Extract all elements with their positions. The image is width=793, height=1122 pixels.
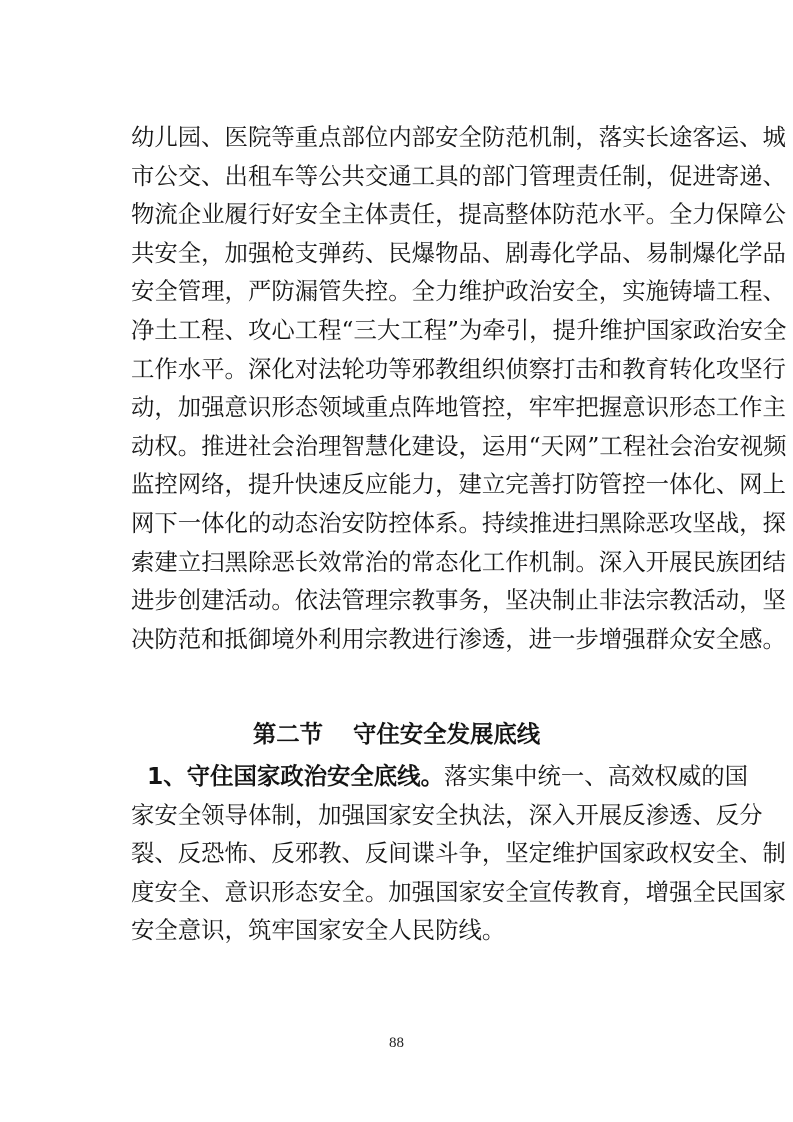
text-line: 监控网络，提升快速反应能力，建立完善打防管控一体化、网上	[131, 470, 786, 499]
text-line: 工作水平。深化对法轮功等邪教组织侦察打击和教育转化攻坚行	[131, 354, 786, 383]
text-line	[131, 757, 749, 796]
section-number: 第二节	[252, 720, 324, 748]
body-paragraph-1	[131, 118, 787, 658]
paragraph-lead-continuation: 落实集中统一、高效权威的国	[443, 762, 749, 790]
text-line: 决防范和抵御境外利用宗教进行渗透，进一步增强群众安全感。	[131, 624, 786, 653]
section-title: 守住安全发展底线	[353, 720, 541, 748]
text-line: 裂、反恐怖、反邪教、反间谍斗争，坚定维护国家政权安全、制	[131, 839, 786, 868]
text-line: 共安全，加强枪支弹药、民爆物品、剧毒化学品、易制爆化学品	[131, 238, 786, 267]
text-line: 网下一体化的动态治安防控体系。持续推进扫黑除恶攻坚战，探	[131, 508, 786, 537]
text-line: 索建立扫黑除恶长效常治的常态化工作机制。深入开展民族团结	[131, 547, 786, 576]
text-line: 动权。推进社会治理智慧化建设，运用“天网”工程社会治安视频	[131, 431, 787, 460]
text-line: 净土工程、攻心工程“三大工程”为牵引，提升维护国家政治安全	[131, 315, 787, 344]
section-heading	[0, 715, 793, 753]
paragraph-lead: 1、守住国家政治安全底线。	[147, 762, 444, 790]
text-line: 家安全领导体制，加强国家安全执法，深入开展反渗透、反分	[131, 800, 763, 829]
text-line: 度安全、意识形态安全。加强国家安全宣传教育，增强全民国家	[131, 877, 786, 906]
text-line: 市公交、出租车等公共交通工具的部门管理责任制，促进寄递、	[131, 161, 786, 190]
body-paragraph-2	[131, 757, 786, 950]
text-line: 动，加强意识形态领域重点阵地管控，牢牢把握意识形态工作主	[131, 393, 786, 422]
page-number: 88	[389, 1035, 404, 1051]
text-line: 安全管理，严防漏管失控。全力维护政治安全，实施铸墙工程、	[131, 277, 786, 306]
text-line: 幼儿园、医院等重点部位内部安全防范机制，落实长途客运、城	[131, 123, 786, 151]
text-line: 安全意识，筑牢国家安全人民防线。	[131, 916, 506, 945]
text-line: 物流企业履行好安全主体责任，提高整体防范水平。全力保障公	[131, 200, 786, 229]
text-line: 进步创建活动。依法管理宗教事务，坚决制止非法宗教活动，坚	[131, 586, 786, 615]
